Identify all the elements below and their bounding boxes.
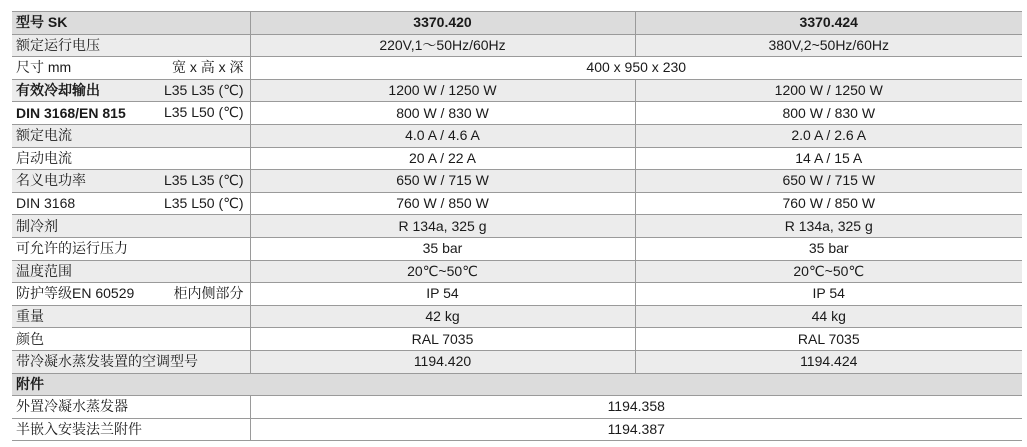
cell-a: 20℃~50℃ [250, 260, 635, 283]
cell-b: 380V,2~50Hz/60Hz [635, 34, 1022, 57]
table-row [12, 305, 1022, 328]
cell-b: 800 W / 830 W [635, 102, 1022, 125]
cell-a: 4.0 A / 4.6 A [250, 124, 635, 147]
row-label: 额定电流 [12, 124, 250, 147]
table-row [12, 396, 1022, 419]
row-sublabel: 柜内侧部分 [173, 285, 244, 302]
table-row [12, 215, 1022, 238]
row-sublabel: 宽 x 高 x 深 [171, 59, 244, 76]
row-sublabel: L35 L50 (℃) [163, 194, 244, 211]
cell-merged: 1194.358 [250, 396, 1022, 419]
cell-b: 20℃~50℃ [635, 260, 1022, 283]
row-label: 制冷剂 [12, 215, 250, 238]
cell-a: R 134a, 325 g [250, 215, 635, 238]
row-label: 重量 [12, 305, 250, 328]
row-label: 启动电流 [12, 147, 250, 170]
row-label: 可允许的运行压力 [12, 237, 250, 260]
row-label: 颜色 [12, 328, 250, 351]
row-label: 带冷凝水蒸发装置的空调型号 [12, 350, 250, 373]
cell-a: RAL 7035 [250, 328, 635, 351]
table-row [12, 260, 1022, 283]
row-label: 有效冷却输出 L35 L35 (℃) [12, 79, 250, 102]
cell-merged: 1194.387 [250, 418, 1022, 441]
model-a: 3370.420 [250, 12, 635, 35]
cell-a: 760 W / 850 W [250, 192, 635, 215]
cell-a: 220V,1〜50Hz/60Hz [250, 34, 635, 57]
cell-b: 35 bar [635, 237, 1022, 260]
cell-a: 650 W / 715 W [250, 170, 635, 193]
accessories-header-row [12, 373, 1022, 396]
cell-a: IP 54 [250, 283, 635, 306]
cell-a: 800 W / 830 W [250, 102, 635, 125]
cell-a: 1194.420 [250, 350, 635, 373]
cell-b: 760 W / 850 W [635, 192, 1022, 215]
cell-b: 44 kg [635, 305, 1022, 328]
row-label: 外置冷凝水蒸发器 [12, 396, 250, 419]
row-sublabel: L35 L50 (℃) [163, 104, 244, 121]
cell-b: 1200 W / 1250 W [635, 79, 1022, 102]
cell-b: 14 A / 15 A [635, 147, 1022, 170]
table-row [12, 57, 1022, 80]
model-b: 3370.424 [635, 12, 1022, 35]
row-label: DIN 3168/EN 815 L35 L50 (℃) [12, 102, 250, 125]
table-row [12, 147, 1022, 170]
row-label: DIN 3168 L35 L50 (℃) [12, 192, 250, 215]
row-sublabel: L35 L35 (℃) [163, 172, 244, 189]
cell-b: RAL 7035 [635, 328, 1022, 351]
row-label: 半嵌入安装法兰附件 [12, 418, 250, 441]
table-row [12, 79, 1022, 102]
cell-b: 650 W / 715 W [635, 170, 1022, 193]
table-row [12, 237, 1022, 260]
cell-merged: 400 x 950 x 230 [250, 57, 1022, 80]
cell-a: 20 A / 22 A [250, 147, 635, 170]
spec-table [12, 11, 1022, 441]
cell-b: R 134a, 325 g [635, 215, 1022, 238]
cell-a: 35 bar [250, 237, 635, 260]
cell-a: 42 kg [250, 305, 635, 328]
row-label: 名义电功率 L35 L35 (℃) [12, 170, 250, 193]
cell-b: 1194.424 [635, 350, 1022, 373]
row-label: 温度范围 [12, 260, 250, 283]
table-row [12, 283, 1022, 306]
table-row [12, 328, 1022, 351]
row-label: 额定运行电压 [12, 34, 250, 57]
table-row [12, 350, 1022, 373]
table-row [12, 102, 1022, 125]
table-row [12, 34, 1022, 57]
table-row [12, 418, 1022, 441]
cell-b: IP 54 [635, 283, 1022, 306]
cell-b: 2.0 A / 2.6 A [635, 124, 1022, 147]
table-row [12, 170, 1022, 193]
table-row [12, 124, 1022, 147]
accessories-title: 附件 [12, 373, 1022, 396]
header-label: 型号 SK [12, 12, 250, 35]
row-label: 尺寸 mm 宽 x 高 x 深 [12, 57, 250, 80]
table-row [12, 192, 1022, 215]
row-label: 防护等级EN 60529 柜内侧部分 [12, 283, 250, 306]
header-row [12, 12, 1022, 35]
row-sublabel: L35 L35 (℃) [163, 81, 244, 98]
cell-a: 1200 W / 1250 W [250, 79, 635, 102]
